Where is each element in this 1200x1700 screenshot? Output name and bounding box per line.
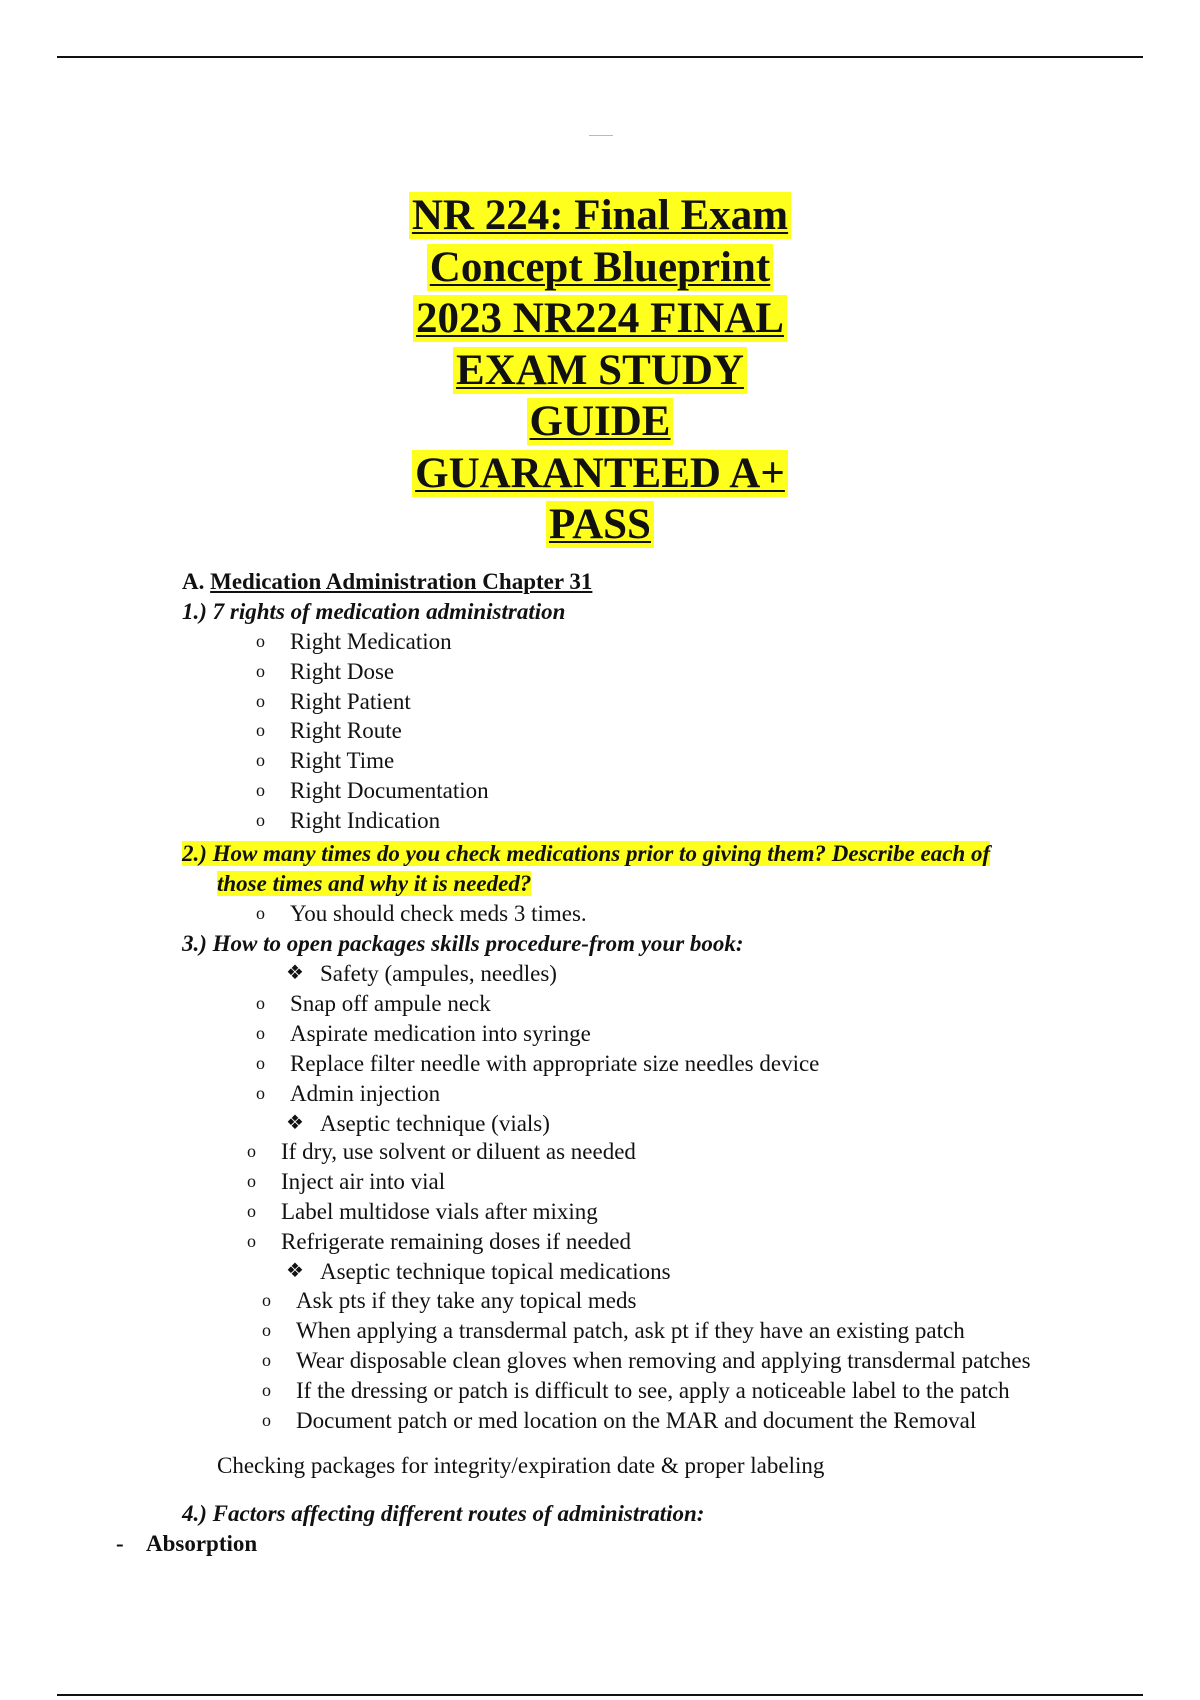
circle-bullet-icon: o [256,780,265,800]
header-dash [589,135,613,136]
title-line: EXAM STUDY [453,347,747,394]
title-line: Concept Blueprint [427,244,773,291]
question-1 [182,598,565,625]
question-text: How to open packages skills procedure-from your book: [212,931,744,956]
list-item: Label multidose vials after mixing [281,1199,598,1224]
title-line: GUARANTEED A+ [412,450,788,497]
question-2-line-1 [182,841,990,866]
circle-bullet-icon: o [247,1141,256,1161]
question-text: 7 rights of medication administration [212,599,566,624]
list-item: Replace filter needle with appropriate size needles device [290,1051,820,1076]
list-item: Right Indication [290,808,441,833]
title-line: 2023 NR224 FINAL [413,295,787,342]
list-item: Snap off ampule neck [290,991,491,1016]
subgroup-title: Aseptic technique topical medications [320,1259,671,1284]
list-item: Right Route [290,718,402,743]
circle-bullet-icon: o [262,1350,271,1370]
note-text: Checking packages for integrity/expiration date & proper labeling [217,1453,825,1478]
question-4 [182,1500,704,1527]
list-item: Wear disposable clean gloves when removing and applying transdermal patches [296,1348,1031,1373]
circle-bullet-icon: o [256,661,265,681]
section-prefix: A. [182,569,205,594]
circle-bullet-icon: o [256,631,265,651]
circle-bullet-icon: o [256,1053,265,1073]
circle-bullet-icon: o [256,993,265,1013]
circle-bullet-icon: o [256,903,265,923]
list-item: If the dressing or patch is difficult to see, apply a noticeable label to the patch [296,1378,1010,1403]
circle-bullet-icon: o [247,1201,256,1221]
circle-bullet-icon: o [262,1290,271,1310]
title-line: PASS [546,501,654,548]
list-item: Ask pts if they take any topical meds [296,1288,637,1313]
answer-item: You should check meds 3 times. [290,901,587,926]
list-item: Inject air into vial [281,1169,446,1194]
dash-bullet-icon: - [116,1531,124,1556]
question-number: 2.) [182,841,207,866]
question-text: those times and why it is needed? [217,871,532,896]
circle-bullet-icon: o [262,1320,271,1340]
circle-bullet-icon: o [256,810,265,830]
list-item: Document patch or med location on the MAR and document the Removal [296,1408,977,1433]
circle-bullet-icon: o [256,691,265,711]
title-line: NR 224: Final Exam [409,192,791,239]
question-text: Factors affecting different routes of administration: [212,1501,705,1526]
list-item: When applying a transdermal patch, ask pt if they have an existing patch [296,1318,965,1343]
list-item: Admin injection [290,1081,441,1106]
diamond-bullet-icon: ❖ [286,962,304,984]
list-item: Right Dose [290,659,395,684]
circle-bullet-icon: o [262,1380,271,1400]
subgroup-title: Safety (ampules, needles) [320,961,557,986]
circle-bullet-icon: o [256,1083,265,1103]
circle-bullet-icon: o [256,750,265,770]
list-item: Right Documentation [290,778,489,803]
diamond-bullet-icon: ❖ [286,1112,304,1134]
list-item: Refrigerate remaining doses if needed [281,1229,631,1254]
list-item: Right Medication [290,629,452,654]
title-line: GUIDE [527,398,674,445]
list-item: If dry, use solvent or diluent as needed [281,1139,636,1164]
circle-bullet-icon: o [256,1023,265,1043]
bottom-rule [57,1694,1143,1696]
question-number: 1.) [182,599,207,624]
question-text: How many times do you check medications prior to giving them? Describe each of [212,841,991,866]
question-3 [182,930,744,957]
list-item: Right Patient [290,689,411,714]
section-heading [182,568,592,595]
diamond-bullet-icon: ❖ [286,1260,304,1282]
question-2 [182,840,990,867]
circle-bullet-icon: o [247,1171,256,1191]
question-number: 4.) [182,1501,207,1526]
list-item: Aspirate medication into syringe [290,1021,591,1046]
question-number: 3.) [182,931,207,956]
subgroup-title: Aseptic technique (vials) [320,1111,550,1136]
top-rule [57,56,1143,58]
section-title: Medication Administration Chapter 31 [210,569,593,594]
circle-bullet-icon: o [247,1231,256,1251]
circle-bullet-icon: o [256,720,265,740]
document-title [300,192,900,553]
circle-bullet-icon: o [262,1410,271,1430]
subtopic-label: Absorption [146,1531,258,1556]
question-2-continued [217,870,531,897]
list-item: Right Time [290,748,395,773]
